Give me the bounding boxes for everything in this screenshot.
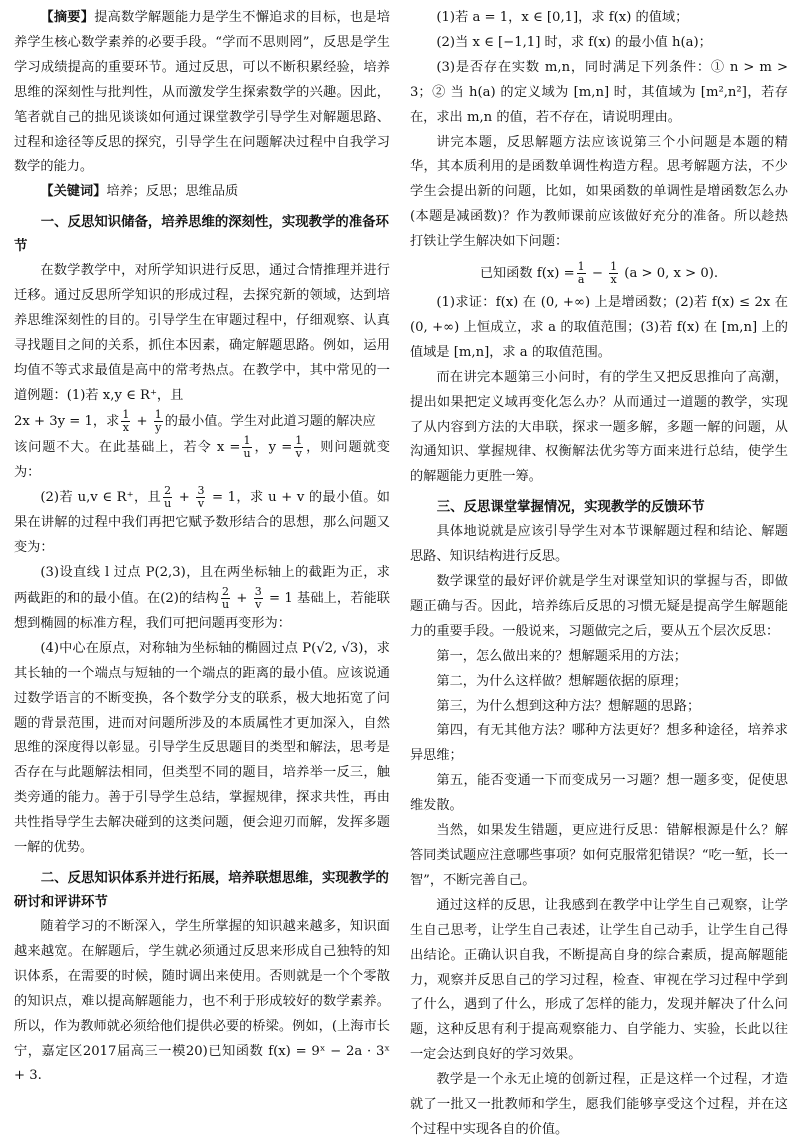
paragraph-problem-2 <box>14 485 390 561</box>
text-run: (2)若 u,v ∈ R⁺，且 <box>40 490 162 506</box>
fraction <box>577 261 586 286</box>
fraction-numerator: 1 <box>577 260 585 274</box>
operator: − <box>587 266 608 282</box>
fraction <box>121 409 130 434</box>
fraction-denominator: y <box>155 420 162 434</box>
operator: + <box>232 591 252 607</box>
right-column <box>410 6 788 1143</box>
paragraph-problem-4: (4)中心在原点，对称轴为坐标轴的椭圆过点 P(√2, √3)，求其长轴的一个端点与短轴的一个端点的距离的最小值。应该说通过数学语言的不断变换，各个数学分支的联系，极大地拓宽了问题的背景范围，进而对问题所涉及的本质属性才更加深入，自然思维的深度得以彰显。引导学生反思题目的类型和解法，思考是否存在与此题解法相同，但类型不同的题目，培养举一反三，触类旁通的能力。善于引导学生总结，掌握规律，探求共性，再由共性指导学生去解决碰到的这类问题，便会迎刃而解，发挥多题一解的优势。 <box>14 640 390 856</box>
paragraph-conclusion: 教学是一个永无止境的创新过程，正是这样一个过程，才造就了一批又一批教师和学生，愿我们能够享受这个过程，并在这个过程中实现各自的价值。 <box>410 1072 788 1137</box>
text-run: = 1，求 u + v 的最小值。如果在讲解的过程中我们再把它赋予数形结合的思想，那么问题又变为： <box>14 490 390 556</box>
section-heading-3: 三、反思课堂掌握情况，实现教学的反馈环节 <box>436 500 705 516</box>
keywords-text: 培养；反思；思维品质 <box>106 184 239 200</box>
fraction-numerator: 1 <box>243 433 251 447</box>
fraction <box>163 485 172 510</box>
paragraph-problem-3 <box>14 561 390 637</box>
reflection-level-5: 第五，能否变通一下而变成另一习题？想一题多变，促使思维发散。 <box>410 773 788 814</box>
fraction-denominator: v <box>295 446 302 460</box>
text-run: 已知函数 f(x) = <box>479 266 575 282</box>
fraction-denominator: x <box>610 273 617 287</box>
text-run: ，则问题就变为： <box>14 439 390 480</box>
reflection-level-4: 第四，有无其他方法？哪种方法更好？想多种途径，培养求异思维； <box>410 723 788 764</box>
fraction-denominator: x <box>122 420 129 434</box>
paragraph-substitution <box>14 435 390 486</box>
text-run: ，y = <box>253 439 293 455</box>
paragraph-example-1 <box>14 259 390 408</box>
text-run: 的最小值。学生对此道习题的解决应 <box>164 413 376 429</box>
paragraph-subquestions: (1)求证：f(x) 在 (0, +∞) 上是增函数；(2)若 f(x) ≤ 2x 在 (0, +∞) 上恒成立，求 a 的取值范围；(3)若 f(x) 在 [m,n] 上的值域是 [m,n]，求 a 的取值范围。 <box>410 294 788 360</box>
paragraph-outcomes: 通过这样的反思，让我感到在教学中让学生自己观察，让学生自己思考，让学生自己表述，让学生自己动手，让学生自己得出结论。正确认识自我，不断提高自身的综合素质，提高解题能力，观察并反思自己的学习过程，检查、审视在学习过程中学到了什么，遇到了什么，形成了怎样的能力，发现并解决了什么问题，这种反思有利于提高观察能力、自学能力、实验，长此以往一定会达到良好的学习效果。 <box>410 897 788 1063</box>
paragraph-feedback: 具体地说就是应该引导学生对本节课解题过程和结论、解题思路、知识结构进行反思。 <box>410 524 788 565</box>
text-run: = 1 基础上，若能联想到椭圆的标准方程，我们可把问题再变形为： <box>14 591 390 631</box>
paragraph-errors: 当然，如果发生错题，更应进行反思：错解根源是什么？解答同类试题应注意哪些事项？如何克服常犯错误？“吃一堑，长一智”，不断完善自己。 <box>410 823 788 888</box>
fraction-numerator: 1 <box>295 433 303 447</box>
formula-function <box>410 261 788 287</box>
text-run: (a > 0, x > 0). <box>620 266 719 282</box>
reflection-level-1: 第一，怎么做出来的？想解题采用的方法； <box>436 648 687 664</box>
left-column <box>14 6 390 1089</box>
paragraph-climax: 而在讲完本题第三小问时，有的学生又把反思推向了高潮，提出如果把定义域再变化怎么办？从而通过一道题的教学，实现了从内容到方法的大串联，探求一题多解，多题一解的问题，从沟通知识、掌握规律、权衡解法优劣等方面来进行总结，使学生的解题能力更胜一筹。 <box>410 369 788 485</box>
fraction-numerator: 2 <box>164 484 172 498</box>
section-heading-2: 二、反思知识体系并进行拓展，培养联想思维，实现教学的研讨和评讲环节 <box>14 871 389 910</box>
fraction <box>154 409 163 434</box>
reflection-level-3: 第三，为什么想到这种方法？想解题的思路； <box>436 698 701 714</box>
fraction <box>254 586 263 611</box>
fraction-numerator: 1 <box>154 407 162 421</box>
abstract-text: 提高数学解题能力是学生不懈追求的目标，也是培养学生核心数学素养的必要手段。“学而不思则罔”，反思是学生学习成绩提高的重要环节。通过反思，可以不断积累经验，培养思维的深刻性与批判性，从而激发学生探索数学的兴趣。因此，笔者就自己的拙见谈谈如何通过课堂教学引导学生对解题思路、过程和途径等反思的探究，引导学生在问题解决过程中自我学习数学的能力。 <box>14 10 390 175</box>
fraction-numerator: 3 <box>254 585 262 599</box>
fraction-numerator: 1 <box>122 407 130 421</box>
fraction-numerator: 1 <box>610 260 618 274</box>
fraction-denominator: v <box>255 598 262 612</box>
fraction-numerator: 3 <box>197 484 205 498</box>
fraction <box>294 435 303 460</box>
section-heading-1: 一、反思知识储备，培养思维的深刻性，实现教学的准备环节 <box>14 215 389 255</box>
paragraph-knowledge-system: 随着学习的不断深入，学生所掌握的知识越来越多，知识面越来越宽。在解题后，学生就必须通过反思来形成自己独特的知识体系，在需要的时候，随时调出来使用。否则就是一个个零散的知识点，难以提高解题能力，也不利于形成较好的数学素养。所以，作为教师就必须给他们提供必要的桥梁。例如，(上海市长宁，嘉定区2017届高三一模20)已知函数 f(x) = 9ˣ − 2a · 3ˣ + 3. <box>14 919 390 1084</box>
fraction <box>221 586 230 611</box>
abstract <box>14 6 390 180</box>
fraction-denominator: u <box>243 446 251 460</box>
keywords-label: 【关键词】 <box>40 184 107 200</box>
question-2: (2)当 x ∈ [−1,1] 时，求 f(x) 的最小值 h(a)； <box>436 34 712 50</box>
fraction-denominator: u <box>221 598 230 612</box>
fraction <box>196 485 205 510</box>
text-run: 2x + 3y = 1，求 <box>14 413 120 429</box>
reflection-level-2: 第二，为什么这样做？想解题依据的原理； <box>436 673 687 689</box>
text-run: 该问题不大。在此基础上，若令 x = <box>14 439 241 455</box>
paragraph-example-1-cont <box>14 409 390 435</box>
fraction-denominator: v <box>197 497 205 511</box>
text-run: (3)设直线 l 过点 P(2,3)，且在两坐标轴上的截距为正，求两截距的和的最小值。在(2)的结构 <box>14 565 390 607</box>
paragraph-reflection: 讲完本题，反思解题方法应该说第三个小问题是本题的精华，其本质利用的是函数单调性构造方程。思考解题方法，不少学生会提出新的问题，比如，如果函数的单调性是增函数怎么办(本题是减函数)？作为教师课前应该做好充分的准备。所以趁热打铁让学生解决如下问题： <box>410 134 788 250</box>
fraction <box>242 435 251 460</box>
question-1: (1)若 a = 1，x ∈ [0,1]，求 f(x) 的值域； <box>436 10 689 25</box>
fraction-denominator: u <box>164 497 172 511</box>
fraction <box>609 261 618 286</box>
paragraph-evaluation: 数学课堂的最好评价就是学生对课堂知识的掌握与否，即做题正确与否。因此，培养练后反思的习惯无疑是提高学生解题能力的重要手段。一般说来，习题做完之后，要从五个层次反思： <box>410 574 788 639</box>
fraction-numerator: 2 <box>221 585 229 599</box>
text-run: 在数学教学中，对所学知识进行反思，通过合情推理并进行迁移。通过反思所学知识的形成过程，去探究新的领域，达到培养思维深刻性的目的。引导学生在审题过程中，仔细观察、认真寻找题目之间的关系，抓住本因素，确定解题思路。例如，运用均值不等式求最值是高中的常考热点。在教学中，其中常见的一道例题：(1)若 x,y ∈ R⁺，且 <box>14 263 390 403</box>
operator: + <box>132 413 152 429</box>
fraction-denominator: a <box>577 273 585 287</box>
operator: + <box>174 490 195 506</box>
abstract-label: 【摘要】 <box>40 10 95 25</box>
question-3: (3)是否存在实数 m,n，同时满足下列条件：① n > m > 3；② 当 h(a) 的定义域为 [m,n] 时，其值域为 [m²,n²]，若存在，求出 m,n 的值，若不存在，请说明理由。 <box>410 59 788 125</box>
keywords <box>14 180 390 205</box>
